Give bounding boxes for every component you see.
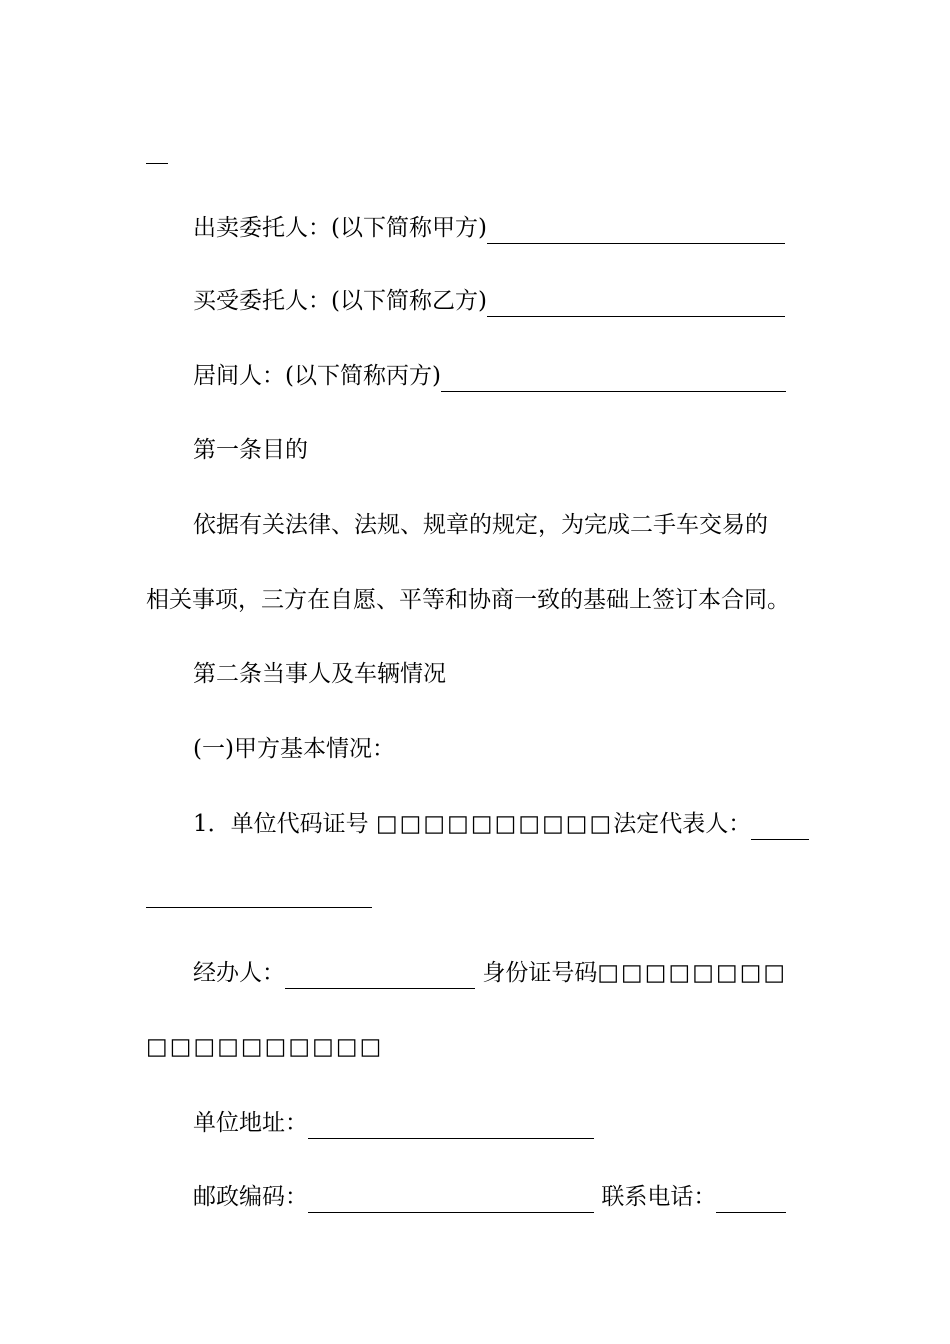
postcode-label: 邮政编码： (193, 1184, 308, 1210)
broker-blank (441, 362, 786, 392)
article1-title: 第一条目的 (193, 437, 308, 463)
address-label: 单位地址： (193, 1110, 308, 1136)
article1-body-line1: 依据有关法律、法规、规章的规定，为完成二手车交易的 (193, 512, 768, 538)
article1-body-line2: 相关事项，三方在自愿、平等和协商一致的基础上签订本合同。 (146, 587, 790, 613)
seller-blank (487, 214, 785, 244)
id-number-boxes-1: □□□□□□□□ (597, 960, 788, 986)
handler-label: 经办人： (193, 960, 285, 986)
legal-rep-blank (751, 810, 809, 840)
seller-line (193, 208, 950, 248)
broker-label: 居间人：(以下简称丙方) (193, 363, 441, 389)
id-number-line2 (146, 1027, 950, 1067)
buyer-blank (487, 287, 785, 317)
buyer-line (193, 281, 950, 321)
unit-code-label: 1．单位代码证号 (193, 811, 369, 837)
address-blank (308, 1109, 594, 1139)
broker-line (193, 356, 950, 396)
address-line (193, 1103, 950, 1143)
buyer-label: 买受委托人：(以下简称乙方) (193, 288, 487, 314)
handler-line (193, 953, 950, 993)
article2-title: 第二条当事人及车辆情况 (193, 661, 446, 687)
unit-code-boxes: □□□□□□□□□□ (375, 811, 614, 837)
legal-rep-blank-continued (146, 907, 372, 908)
id-number-boxes-2: □□□□□□□□□□ (146, 1034, 384, 1060)
postcode-blank (308, 1183, 594, 1213)
id-number-label: 身份证号码 (482, 960, 598, 986)
handler-blank (285, 959, 475, 989)
postcode-phone-line (193, 1177, 950, 1217)
unit-code-line (193, 804, 950, 844)
seller-label: 出卖委托人：(以下简称甲方) (193, 215, 487, 241)
top-dash (146, 163, 168, 164)
section1-title: (一)甲方基本情况： (193, 736, 395, 762)
phone-label: 联系电话： (601, 1184, 717, 1210)
legal-rep-label: 法定代表人： (613, 811, 752, 837)
phone-blank (716, 1183, 786, 1213)
